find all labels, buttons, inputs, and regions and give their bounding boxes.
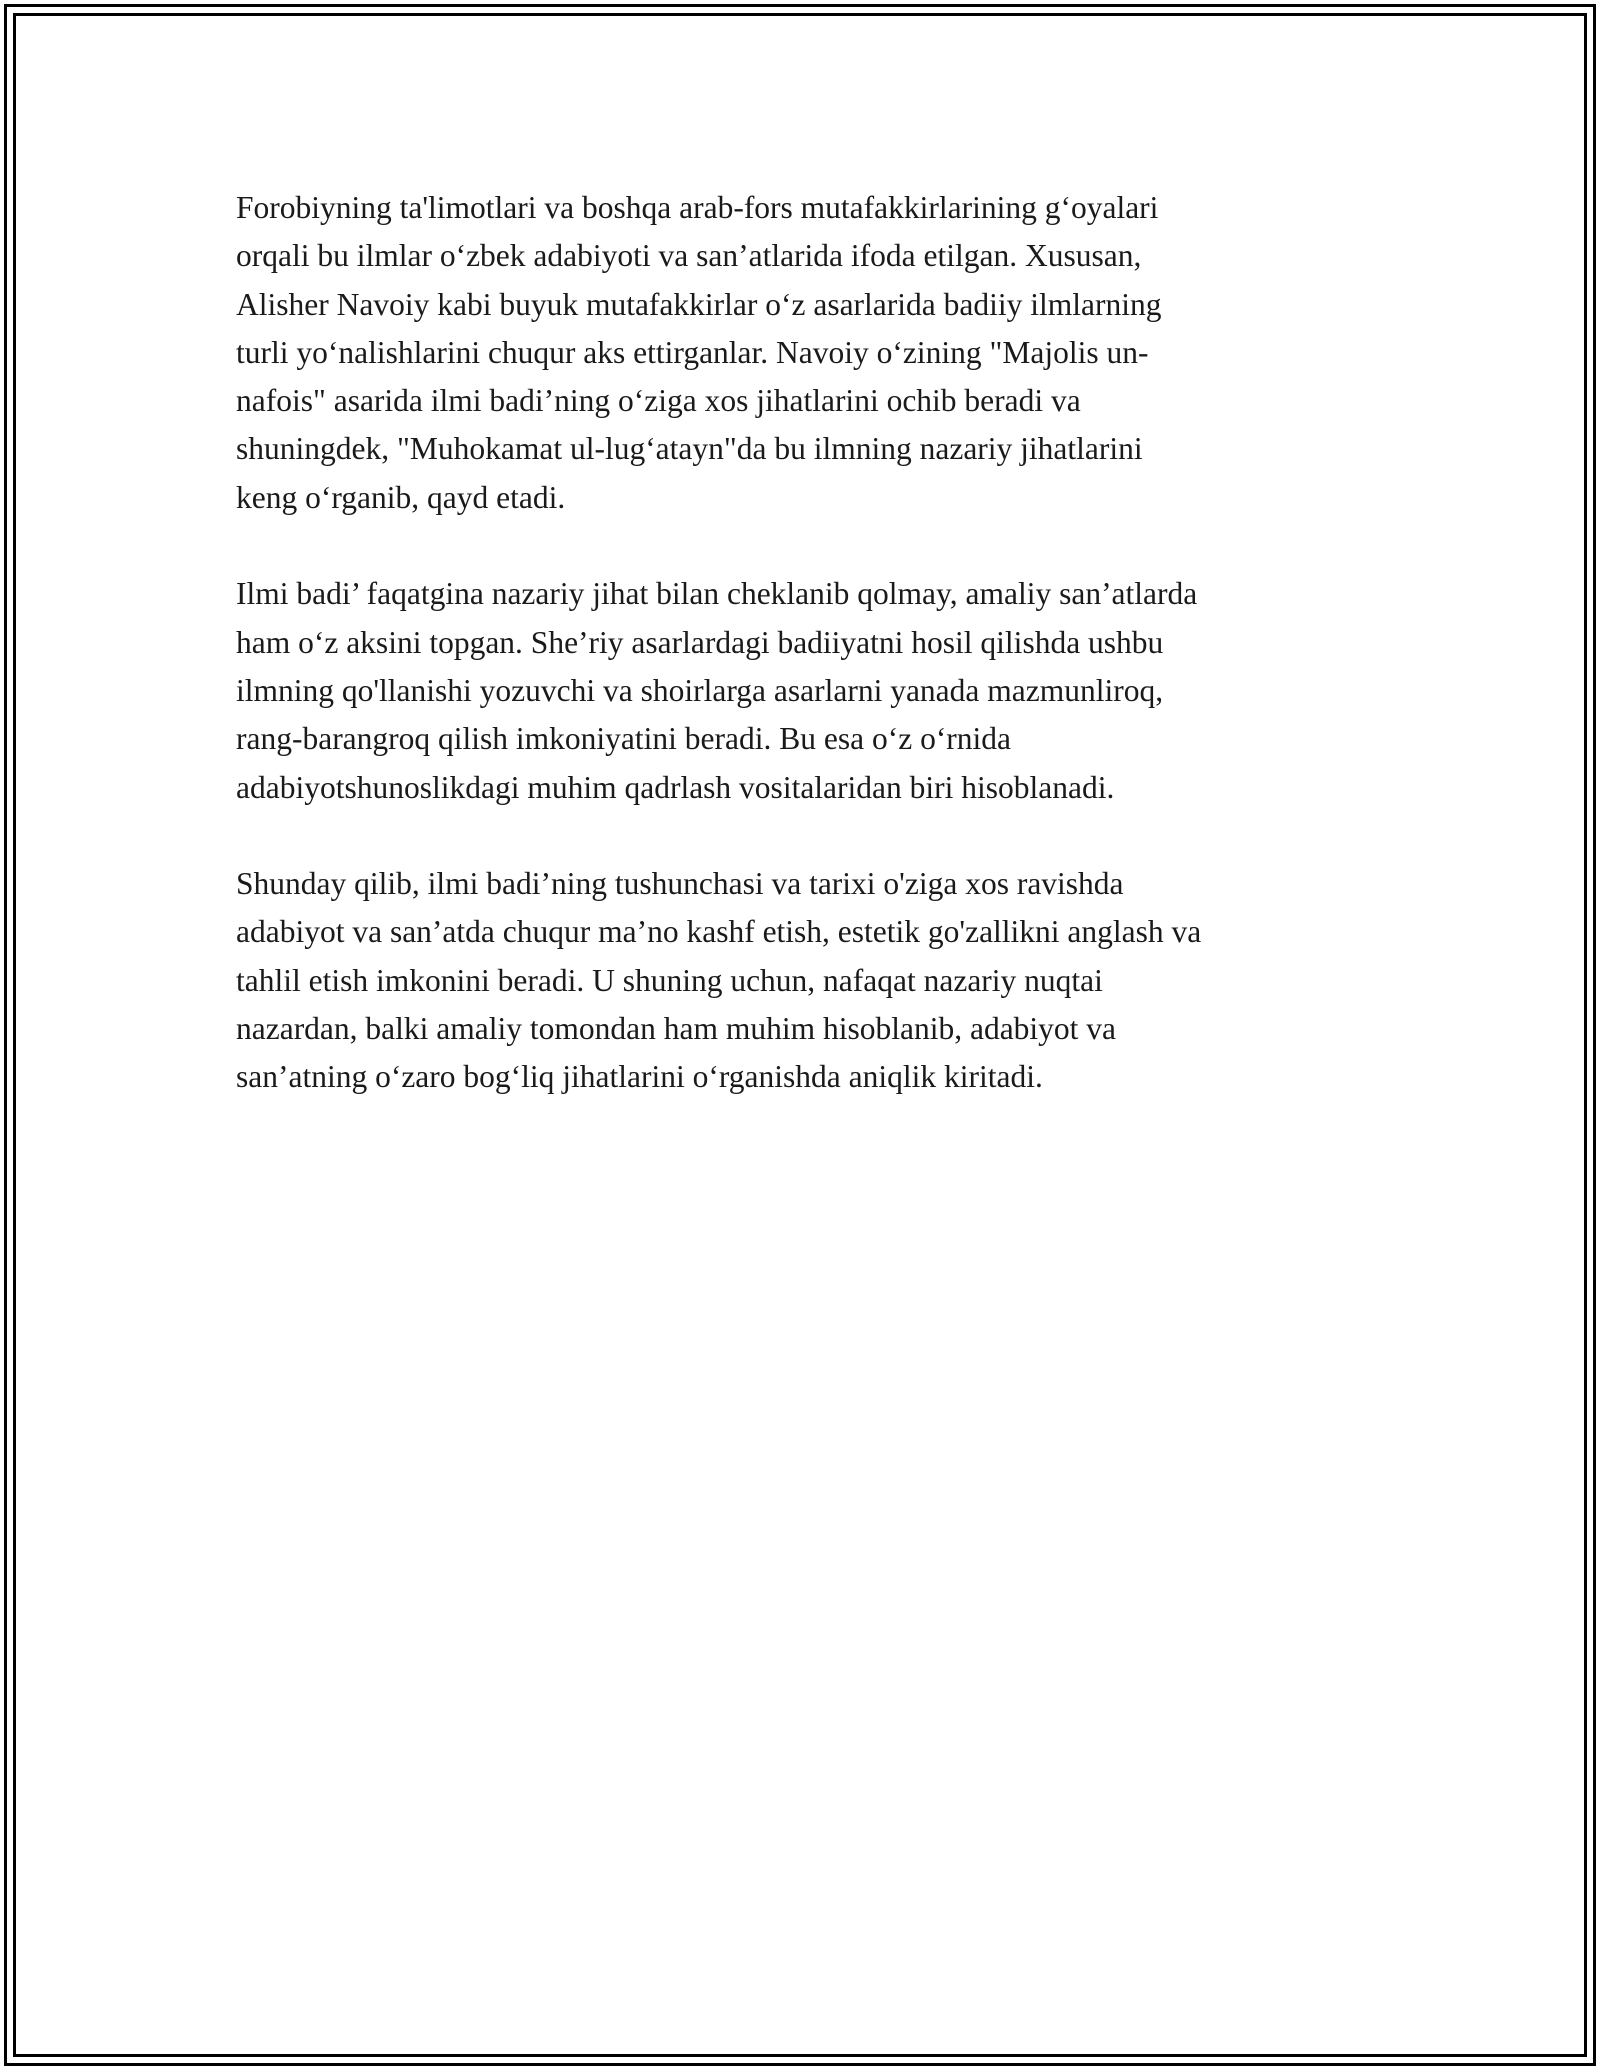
text-line: adabiyotshunoslikdagi muhim qadrlash vositalaridan biri hisoblanadi. <box>236 769 1115 805</box>
text-line: san’atning o‘zaro bog‘liq jihatlarini o‘rganishda aniqlik kiritadi. <box>236 1059 1043 1095</box>
text-line: keng o‘rganib, qayd etadi. <box>236 479 566 515</box>
text-line: ham o‘z aksini topgan. She’riy asarlardagi badiiyatni hosil qilishda ushbu <box>236 624 1164 660</box>
text-line: turli yo‘nalishlarini chuqur aks ettirganlar. Navoiy o‘zining "Majolis un- <box>236 334 1149 370</box>
paragraph-3 <box>236 860 1400 1101</box>
text-line: orqali bu ilmlar o‘zbek adabiyoti va san’atlarida ifoda etilgan. Xususan, <box>236 238 1142 274</box>
paragraph-2 <box>236 570 1400 811</box>
text-line: nazardan, balki amaliy tomondan ham muhim hisoblanib, adabiyot va <box>236 1011 1117 1047</box>
text-line: Shunday qilib, ilmi badi’ning tushunchasi va tarixi o'ziga xos ravishda <box>236 866 1124 902</box>
text-line: Alisher Navoiy kabi buyuk mutafakkirlar o‘z asarlarida badiiy ilmlarning <box>236 286 1162 322</box>
text-line: tahlil etish imkonini beradi. U shuning uchun, nafaqat nazariy nuqtai <box>236 962 1103 998</box>
document-body <box>236 184 1400 1150</box>
text-line: nafois" asarida ilmi badi’ning o‘ziga xos jihatlarini ochib beradi va <box>236 383 1081 419</box>
text-line: Forobiyning ta'limotlari va boshqa arab-fors mutafakkirlarining g‘oyalari <box>236 190 1159 225</box>
text-line: rang-barangroq qilish imkoniyatini beradi. Bu esa o‘z o‘rnida <box>236 721 1012 757</box>
paragraph-1 <box>236 184 1400 522</box>
text-line: adabiyot va san’atda chuqur ma’no kashf etish, estetik go'zallikni anglash va <box>236 914 1202 950</box>
text-line: ilmning qo'llanishi yozuvchi va shoirlarga asarlarni yanada mazmunliroq, <box>236 672 1164 708</box>
text-line: Ilmi badi’ faqatgina nazariy jihat bilan cheklanib qolmay, amaliy san’atlarda <box>236 576 1198 612</box>
text-line: shuningdek, "Muhokamat ul-lug‘atayn"da bu ilmning nazariy jihatlarini <box>236 431 1143 467</box>
